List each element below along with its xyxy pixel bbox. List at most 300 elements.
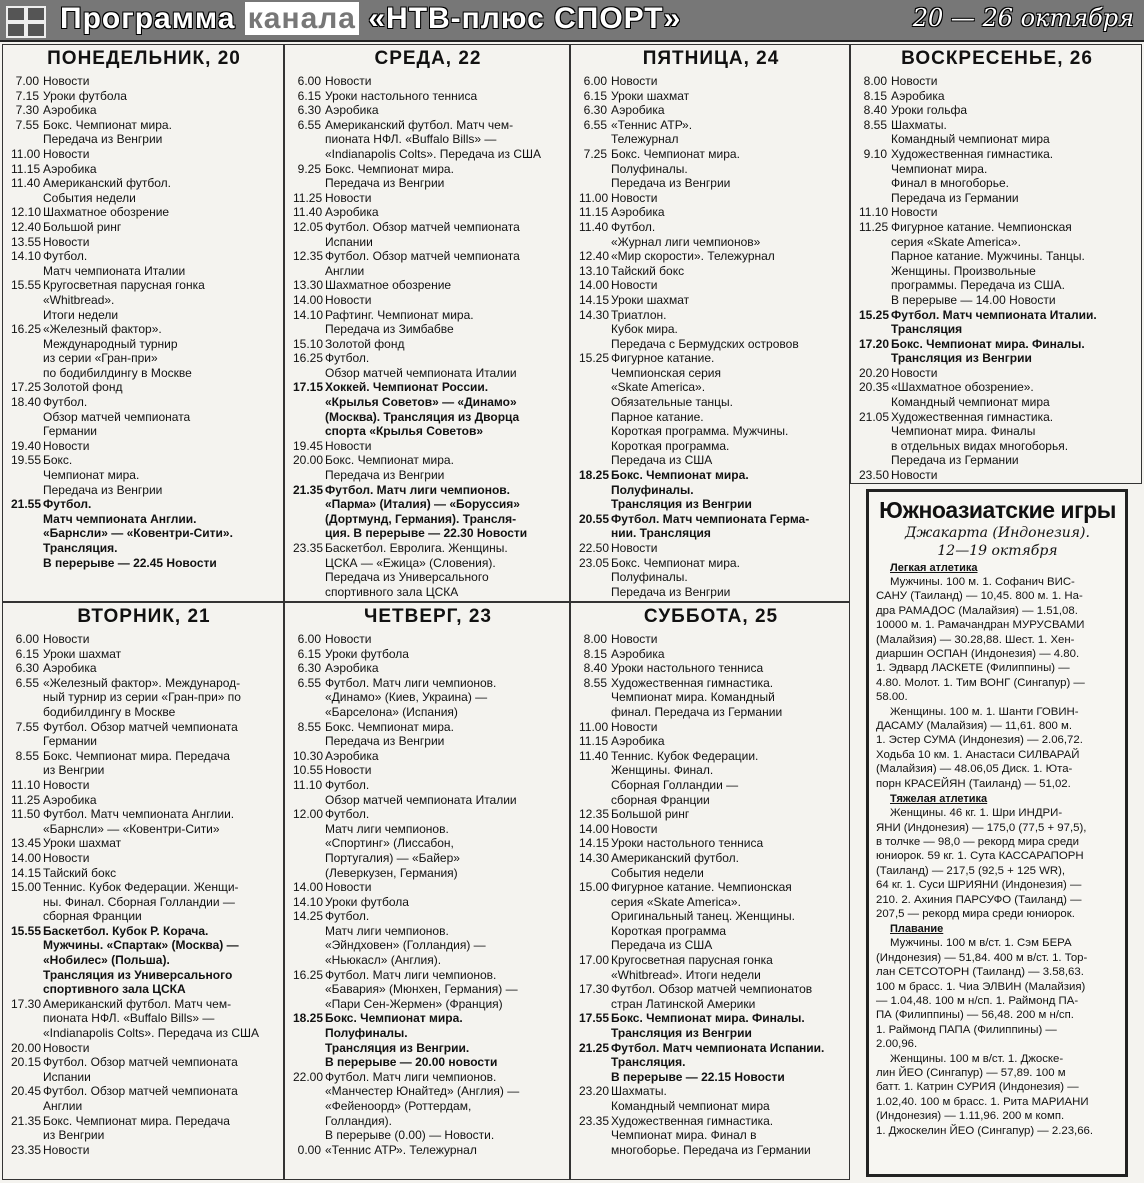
program-line: В перерыве — 22.45 Новости (43, 555, 217, 570)
program-time: 14.00 (11, 850, 42, 865)
results-line: дра РАМАДОС (Малайзия) — 1.51,08. (876, 604, 1078, 617)
program-line: Новости (43, 1142, 90, 1157)
program-line: Бокс. Чемпионат мира. (325, 161, 454, 176)
program-item (11, 205, 277, 220)
program-item (579, 749, 843, 807)
results-line: САНУ (Таиланд) — 10,45. 800 м. 1. На- (876, 590, 1083, 603)
program-line: Бокс. Чемпионат мира. (611, 555, 740, 570)
program-line: Уроки шахмат (43, 836, 122, 851)
program-line: Художественная гимнастика. (891, 409, 1054, 424)
results-line: (Индонезия) — 1.11,96. 200 м комп. (876, 1110, 1065, 1123)
program-title (325, 647, 563, 662)
program-time: 21.05 (859, 409, 890, 424)
program-line: Новости (891, 74, 938, 88)
program-item (859, 308, 1135, 337)
program-line: Американский футбол. Матч чем- (325, 117, 514, 132)
program-item (11, 176, 277, 205)
program-line: Новости (891, 468, 938, 483)
program-time: 6.30 (297, 661, 321, 676)
program-item (579, 249, 843, 264)
program-line: Аэробика (325, 103, 379, 118)
program-time: 6.00 (583, 74, 607, 88)
program-time: 11.10 (293, 777, 323, 792)
day-heading: СРЕДА, 22 (374, 48, 482, 69)
program-line: Передача из Универсального (325, 570, 489, 585)
program-line: Парное катание. Мужчины. Танцы. (891, 249, 1085, 264)
program-title (43, 147, 277, 162)
program-title (325, 337, 563, 352)
program-time: 15.10 (293, 336, 324, 351)
program-time: 6.15 (297, 88, 321, 103)
results-line: (Малайзия) — 30.28,88. Шест. 1. Хен- (876, 633, 1075, 646)
program-time: 12.35 (579, 807, 610, 822)
program-time: 14.00 (579, 278, 610, 293)
program-time: 14.30 (579, 850, 610, 865)
day-heading: СУББОТА, 25 (643, 606, 779, 627)
program-title (891, 74, 1135, 89)
results-line: 100 м брасс. 1. Чиа ЭЛВИН (Малайзия) (876, 980, 1086, 993)
program-line: «Барнсли» — «Ковентри-Сити» (43, 821, 220, 836)
program-line: «Манчестер Юнайтед» (Англия) — (325, 1084, 520, 1099)
program-title (611, 1084, 843, 1113)
program-line: Шахматы. (611, 1084, 667, 1099)
program-line: Передача из Германии (891, 190, 1019, 205)
program-item (579, 661, 843, 676)
program-time: 12.40 (579, 249, 610, 264)
program-line: Сборная Голландии — (611, 777, 739, 792)
program-line: (Москва). Трансляция из Дворца (325, 409, 520, 424)
program-line: В перерыве — 20.00 новости (325, 1055, 498, 1070)
program-title (43, 778, 277, 793)
program-line: Передача из Венгрии (611, 584, 731, 599)
program-time: 6.55 (297, 675, 321, 690)
program-item (579, 205, 843, 220)
program-line: «Ньюкасл» (Англия). (325, 953, 442, 968)
program-item (11, 1143, 277, 1158)
program-line: Новости (43, 632, 90, 646)
results-line: диаршин ОСПАН (Индонезия) — 4.80. (876, 648, 1080, 661)
program-line: Новости (325, 74, 372, 88)
program-time: 17.00 (579, 953, 610, 968)
program-time: 7.00 (15, 74, 39, 88)
program-title (43, 453, 277, 497)
program-time: 18.25 (293, 1011, 324, 1026)
program-item (579, 1041, 843, 1085)
program-item (293, 162, 563, 191)
program-item (11, 278, 277, 322)
program-line: Бокс. Чемпионат мира. (611, 468, 749, 483)
program-title (325, 89, 563, 104)
program-line: Трансляция (891, 322, 963, 337)
program-line: Чемпионат мира. Финалы (891, 424, 1036, 439)
program-time: 7.25 (583, 146, 607, 161)
program-time: 10.30 (293, 748, 324, 763)
results-line: Женщины. 100 м в/ст. 1. Джоске- (890, 1052, 1064, 1065)
program-line: Футбол. (43, 395, 88, 410)
results-line: 1. Джоскелин ЙЕО (Сингапур) — 2.23,66. (876, 1124, 1094, 1137)
program-title (891, 118, 1135, 147)
program-title (611, 632, 843, 647)
day-heading: ВТОРНИК, 21 (77, 606, 211, 627)
program-title (43, 793, 277, 808)
program-item (579, 74, 843, 89)
program-time: 10.55 (293, 763, 324, 778)
results-line: 10000 м. 1. Рамачандран МУРУСВАМИ (876, 619, 1085, 632)
program-line: Фигурное катание. (611, 351, 715, 366)
results-line: (Индонезия) — 51,84. 400 м в/ст. 1. Тор- (876, 951, 1088, 964)
program-line: «Железный фактор». Международ- (43, 675, 241, 690)
program-title (325, 249, 563, 278)
program-line: Передача из Венгрии (325, 468, 445, 483)
program-title (325, 895, 563, 910)
results-paragraph (876, 1052, 1119, 1138)
program-time: 20.55 (579, 511, 610, 526)
program-line: Аэробика (43, 792, 97, 807)
program-line: «Indianapolis Colts». Передача из США (43, 1026, 259, 1041)
program-item (579, 822, 843, 837)
program-line: «Парма» (Италия) — «Боруссия» (325, 497, 520, 512)
program-title (43, 647, 277, 662)
program-time: 12.35 (293, 249, 324, 264)
program-line: «Фейеноорд» (Роттердам, (325, 1099, 472, 1113)
sea-games-dates: 12—19 октября (937, 543, 1058, 559)
results-line: — 1.04,48. 100 м н/сп. 1. Раймонд ПА- (876, 994, 1079, 1007)
program-line: Кругосветная парусная гонка (611, 953, 773, 968)
channel-logo-icon (6, 6, 46, 38)
program-line: Уроки гольфа (891, 103, 968, 118)
results-line: ДАСАМУ (Малайзия) — 11,61. 800 м. (876, 720, 1073, 733)
program-item (859, 89, 1135, 104)
program-line: Уроки шахмат (611, 88, 690, 103)
program-line: Футбол. (43, 497, 92, 512)
program-title (325, 74, 563, 89)
day-column-sunday (850, 44, 1142, 484)
program-line: Матч чемпионата Англии. (43, 511, 197, 526)
program-item (579, 647, 843, 662)
program-title (43, 1143, 277, 1158)
program-time: 20.20 (859, 365, 890, 380)
program-item (293, 308, 563, 337)
program-item (293, 483, 563, 541)
results-line: в толчке — 98,0 — рекорд мира среди (876, 835, 1079, 848)
program-title (611, 103, 843, 118)
results-section-heading: Легкая атлетика (890, 562, 978, 574)
program-line: Американский футбол. Матч чем- (43, 996, 232, 1011)
program-item (579, 720, 843, 735)
program-item (293, 909, 563, 967)
program-title (43, 235, 277, 250)
program-item (11, 439, 277, 454)
results-line: 1. Эстер СУМА (Индонезия) — 2.06,72. (876, 734, 1083, 747)
program-title (611, 512, 843, 541)
program-line: нии. Трансляция (611, 526, 711, 541)
program-time: 23.05 (579, 555, 610, 570)
program-item (11, 778, 277, 793)
program-line: Бокс. Чемпионат мира. Финалы. (611, 1011, 805, 1026)
program-title (43, 1084, 277, 1113)
program-line: Передача из Венгрии (611, 176, 731, 191)
program-title (325, 1070, 563, 1143)
program-line: Футбол. (325, 777, 370, 792)
program-line: Трансляция из Венгрии (891, 351, 1032, 366)
program-title (43, 176, 277, 205)
program-item (859, 337, 1135, 366)
program-line: Новости (611, 821, 658, 836)
program-title (611, 807, 843, 822)
program-line: Командный чемпионат мира (891, 395, 1050, 410)
results-line: ЯНИ (Индонезия) — 175,0 (77,5 + 97,5), (876, 821, 1087, 834)
results-line: 1. Эдвард ЛАСКЕТЕ (Филиппины) — (876, 662, 1070, 675)
program-line: Трансляция из Венгрии (611, 497, 752, 512)
program-line: Футбол. Матч чемпионата Герма- (611, 511, 810, 526)
program-time: 8.55 (583, 675, 607, 690)
program-line: Аэробика (325, 661, 379, 676)
program-time: 8.15 (583, 646, 607, 661)
program-title (43, 278, 277, 322)
program-line: Матч чемпионата Италии (43, 263, 186, 278)
program-time: 11.15 (579, 734, 609, 749)
day-column-wednesday (284, 44, 570, 602)
program-line: «Мир скорости». Тележурнал (611, 249, 775, 264)
program-time: 23.35 (579, 1113, 610, 1128)
program-line: сборная Франции (43, 909, 142, 924)
program-time: 15.25 (579, 351, 610, 366)
results-paragraph (876, 936, 1119, 1051)
program-line: Новости (43, 438, 90, 453)
program-item (293, 278, 563, 293)
program-title (43, 1114, 277, 1143)
program-line: Футбол. Матч чемпионата Италии. (891, 307, 1097, 322)
program-title (891, 89, 1135, 104)
program-line: Обзор матчей чемпионата Италии (325, 365, 517, 380)
program-item (859, 103, 1135, 118)
program-title (891, 366, 1135, 381)
program-line: Женщины. Произвольные (891, 263, 1036, 278)
program-line: «Журнал лиги чемпионов» (611, 234, 761, 249)
program-line: Баскетбол. Кубок Р. Корача. (43, 923, 209, 938)
program-time: 22.00 (293, 1069, 324, 1084)
day-column-tuesday (2, 602, 284, 1180)
results-line: Мужчины. 100 м в/ст. 1. Сэм БЕРА (890, 937, 1072, 950)
program-line: Футбол. Обзор матчей чемпионата (325, 219, 520, 234)
program-item (579, 278, 843, 293)
program-title (611, 249, 843, 264)
results-line: 1. Раймонд ПАПА (Филиппины) — (876, 1023, 1057, 1036)
program-line: «Железный фактор». (43, 322, 162, 337)
program-time: 11.10 (11, 777, 41, 792)
program-title (611, 220, 843, 249)
program-item (859, 380, 1135, 409)
program-line: Рафтинг. Чемпионат мира. (325, 307, 474, 322)
program-time: 20.00 (293, 453, 324, 468)
program-item (11, 749, 277, 778)
program-time: 20.45 (11, 1084, 42, 1099)
program-time: 11.15 (11, 161, 41, 176)
program-line: Новости (43, 74, 90, 88)
program-time: 15.55 (11, 923, 42, 938)
program-line: Американский футбол. (43, 176, 171, 191)
program-time: 9.10 (863, 146, 887, 161)
program-title (43, 395, 277, 439)
program-line: Бокс. Чемпионат мира. Передача (43, 748, 230, 763)
program-time: 8.40 (863, 103, 887, 118)
program-time: 21.55 (11, 497, 42, 512)
program-line: Аэробика (43, 161, 97, 176)
program-item (293, 968, 563, 1012)
program-item (11, 74, 277, 89)
program-time: 8.55 (297, 719, 321, 734)
program-line: Футбол. Матч чемпионата Испании. (611, 1040, 825, 1055)
program-item (859, 366, 1135, 381)
program-title (891, 147, 1135, 205)
program-item (11, 497, 277, 570)
program-item (11, 880, 277, 924)
program-line: Большой ринг (43, 219, 122, 234)
program-line: ны. Финал. Сборная Голландии — (43, 894, 235, 909)
program-item (293, 191, 563, 206)
program-time: 12.40 (11, 219, 42, 234)
program-line: Командный чемпионат мира (891, 132, 1050, 147)
program-item (293, 89, 563, 104)
program-time: 20.35 (859, 380, 890, 395)
program-title (325, 909, 563, 967)
program-time: 12.05 (293, 219, 324, 234)
program-time: 8.55 (15, 748, 39, 763)
program-item (579, 468, 843, 512)
program-line: Новости (611, 190, 658, 205)
program-time: 6.30 (297, 103, 321, 118)
program-time: 11.50 (11, 807, 41, 822)
program-line: Уроки шахмат (611, 292, 690, 307)
program-time: 7.55 (15, 117, 39, 132)
program-time: 6.55 (583, 117, 607, 132)
program-line: Испании (43, 1069, 91, 1084)
program-item (579, 103, 843, 118)
program-item (11, 1084, 277, 1113)
program-line: Чемпионат мира. Командный (611, 690, 775, 705)
program-line: Художественная гимнастика. (891, 146, 1054, 161)
program-item (293, 749, 563, 764)
program-line: Уроки настольного тенниса (611, 661, 764, 676)
program-line: Передача из Венгрии (43, 482, 163, 497)
program-line: Золотой фонд (43, 380, 123, 395)
program-title (325, 118, 563, 162)
program-title (611, 676, 843, 720)
results-line: 58.00. (876, 691, 908, 704)
program-time: 11.00 (11, 146, 41, 161)
program-time: 14.30 (579, 307, 610, 322)
day-column-thursday (284, 602, 570, 1180)
program-item (293, 676, 563, 720)
program-item (11, 1114, 277, 1143)
program-line: сборная Франции (611, 792, 710, 807)
program-line: Футбол. (325, 351, 370, 366)
program-item (11, 647, 277, 662)
program-time: 23.35 (293, 541, 324, 555)
program-line: Аэробика (43, 661, 97, 676)
program-title (611, 851, 843, 880)
program-time: 8.00 (583, 632, 607, 646)
program-line: по бодибилдингу в Москве (43, 365, 192, 380)
program-line: «Спортинг» (Лиссабон, (325, 836, 454, 851)
program-time: 14.10 (293, 307, 324, 322)
program-time: 22.50 (579, 541, 610, 555)
program-line: Шахматы. (891, 117, 947, 132)
program-time: 6.00 (15, 632, 39, 646)
program-item (293, 337, 563, 352)
program-line: Фигурное катание. Чемпионская (611, 880, 792, 895)
program-title (611, 1041, 843, 1085)
program-line: из серии «Гран-при» (43, 351, 158, 366)
program-line: (Дортмунд, Германия). Трансля- (325, 511, 517, 526)
program-line: Бокс. (43, 453, 73, 468)
program-item (579, 836, 843, 851)
program-line: Футбол. Матч лиги чемпионов. (325, 675, 497, 690)
program-time: 14.10 (11, 249, 42, 264)
program-item (11, 89, 277, 104)
program-item (859, 205, 1135, 220)
program-title (325, 541, 563, 599)
program-line: Художественная гимнастика. (611, 675, 774, 690)
program-time: 11.25 (11, 792, 41, 807)
program-line: спортивного зала ЦСКА (43, 982, 186, 997)
day-heading: ПОНЕДЕЛЬНИК, 20 (47, 48, 241, 69)
program-line: Короткая программа. (611, 438, 730, 453)
program-item (293, 453, 563, 482)
program-time: 17.30 (579, 982, 610, 997)
date-range: 20 — 26 октября (912, 4, 1134, 32)
program-title (325, 1011, 563, 1069)
program-line: Новости (43, 234, 90, 249)
program-title (325, 632, 563, 647)
program-time: 15.55 (11, 278, 42, 293)
program-title (891, 337, 1135, 366)
program-line: Теннис. Кубок Федерации. (611, 748, 759, 763)
program-item (11, 249, 277, 278)
program-line: Аэробика (43, 103, 97, 118)
results-line: Женщины. 100 м. 1. Шанти ГОВИН- (890, 705, 1079, 718)
program-time: 11.40 (11, 176, 41, 191)
program-title (43, 89, 277, 104)
program-title (611, 191, 843, 206)
program-line: Новости (325, 880, 372, 895)
program-line: Чемпионат мира. (891, 161, 988, 176)
program-item (293, 103, 563, 118)
program-line: Командный чемпионат мира (611, 1099, 770, 1113)
program-line: «Skate America». (611, 380, 706, 395)
program-line: «Барселона» (Испания) (325, 704, 458, 719)
program-title (611, 468, 843, 512)
program-title (891, 468, 1135, 483)
program-line: Бокс. Чемпионат мира. (325, 1011, 463, 1026)
program-title (325, 778, 563, 807)
program-title (325, 453, 563, 482)
program-title (611, 118, 843, 147)
program-time: 12.00 (293, 807, 324, 822)
program-line: Международный турнир (43, 336, 178, 351)
results-paragraph (876, 806, 1119, 921)
program-line: Баскетбол. Евролига. Женщины. (325, 541, 508, 555)
page-title: Программа канала «НТВ-плюс СПОРТ» (60, 2, 682, 35)
results-section-heading: Тяжелая атлетика (890, 793, 988, 806)
program-item (11, 997, 277, 1041)
program-title (43, 807, 277, 836)
program-line: «Крылья Советов» — «Динамо» (325, 395, 517, 410)
program-line: Полуфиналы. (611, 161, 688, 176)
program-time: 6.55 (15, 675, 39, 690)
day-column-friday (570, 44, 850, 602)
program-line: Англии (325, 263, 365, 278)
